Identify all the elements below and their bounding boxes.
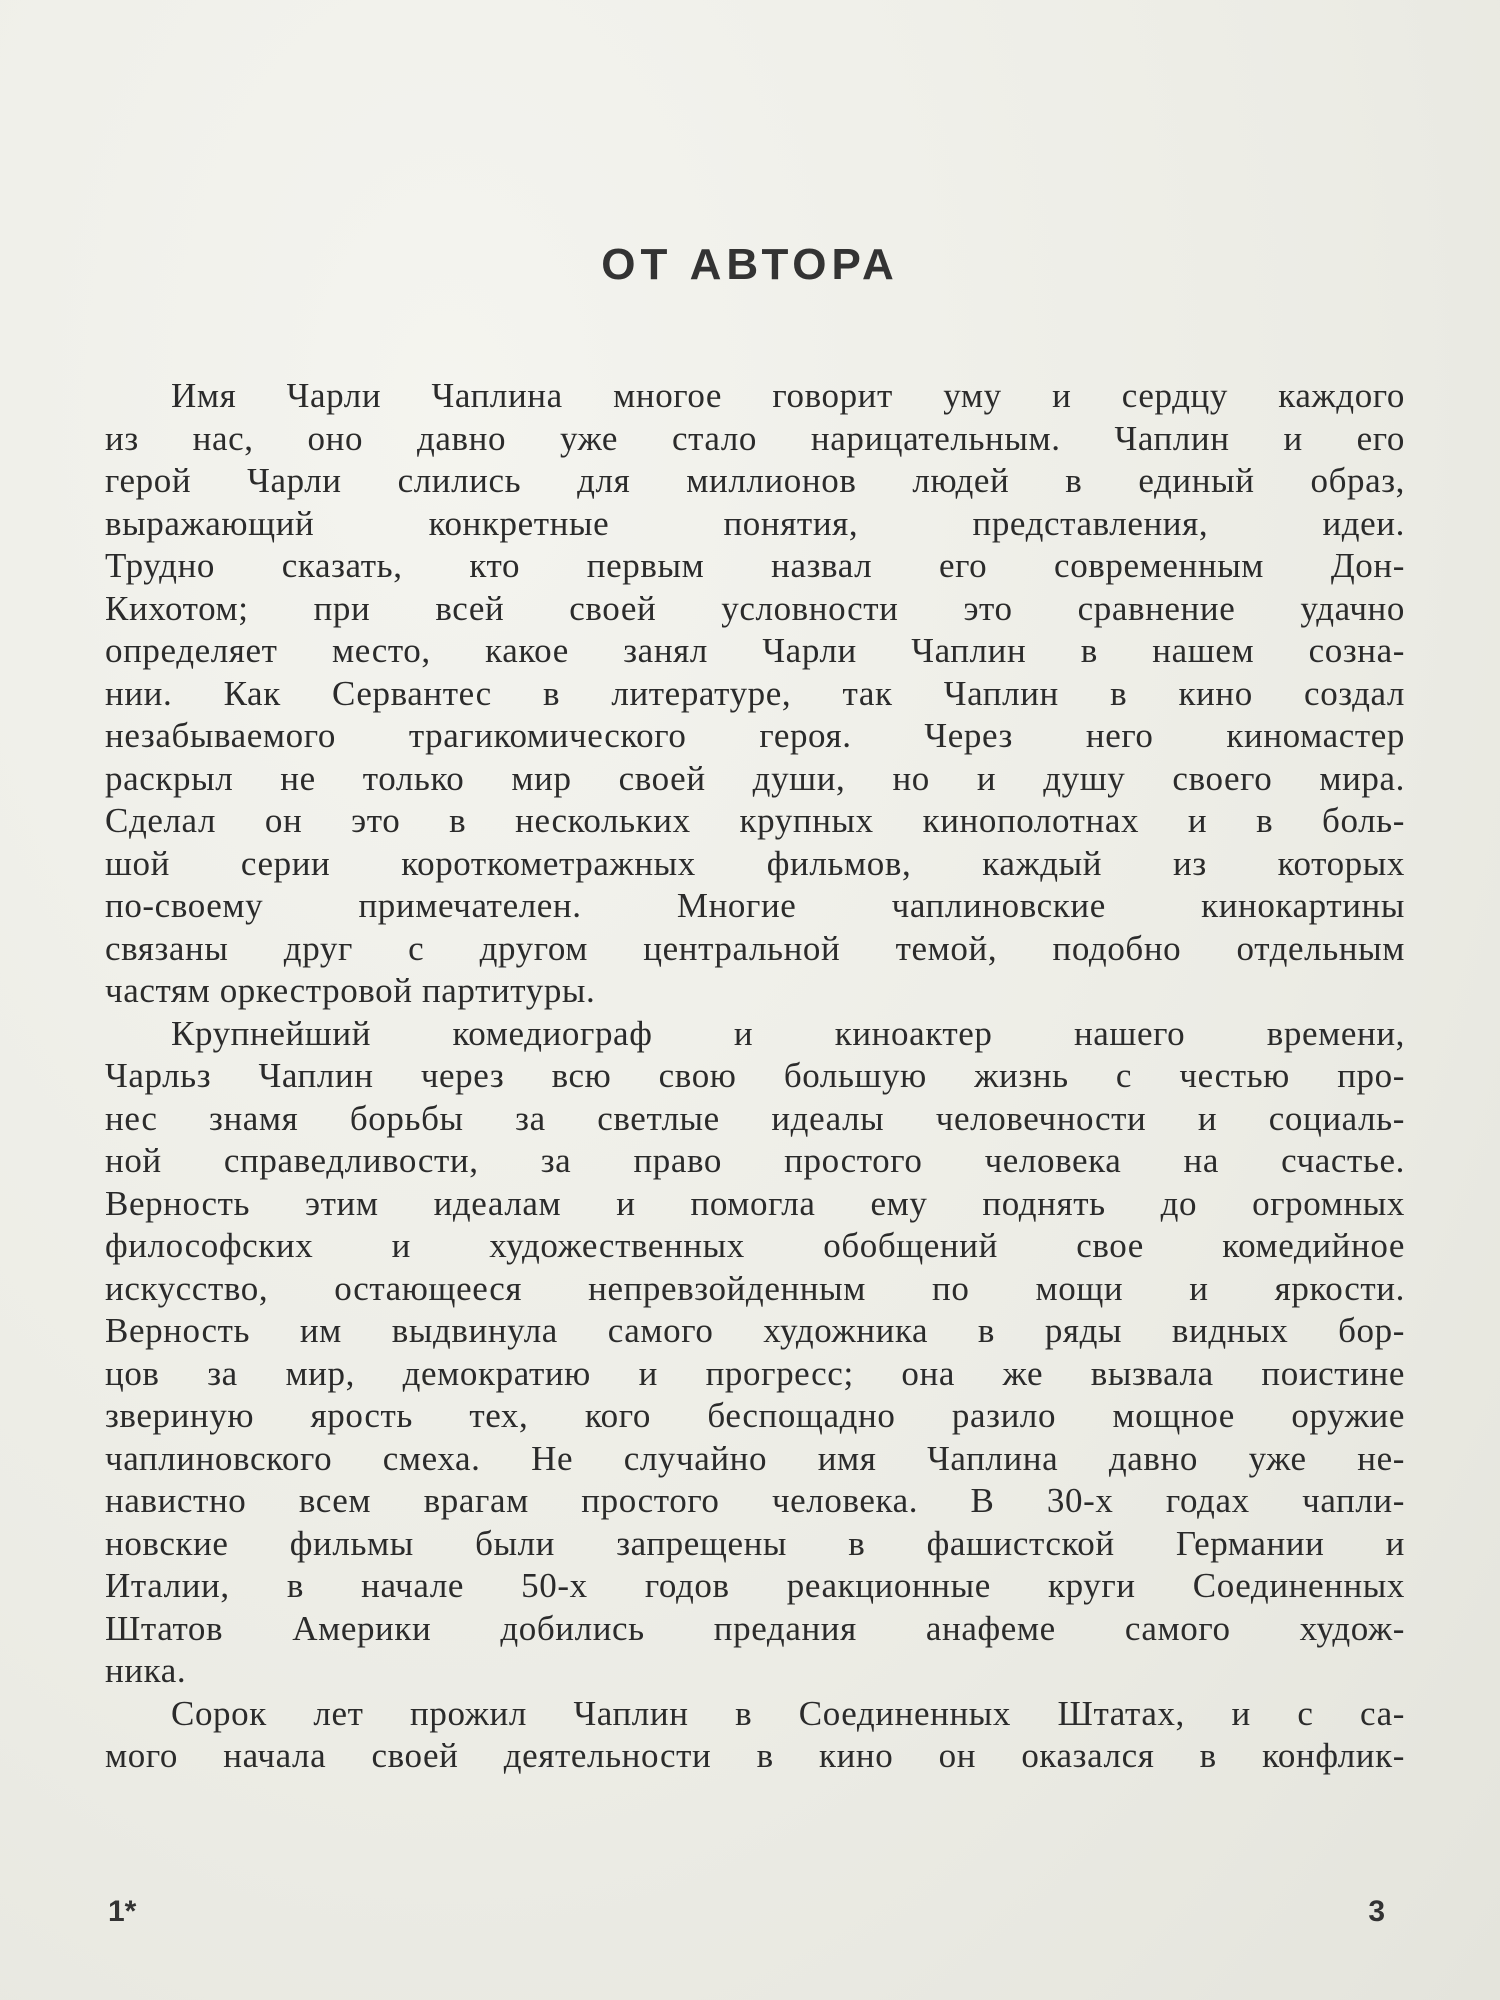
text-line: герой Чарли слились для миллионов людей в единый образ, <box>105 461 1405 500</box>
text-line: Италии, в начале 50-х годов реакционные круги Соединенных <box>105 1566 1405 1605</box>
text-line: Сорок лет прожил Чаплин в Соединенных Штатах, и с са- <box>171 1693 1405 1733</box>
text-line: связаны друг с другом центральной темой, подобно отдельным <box>105 928 1405 968</box>
text-line: Верность этим идеалам и помогла ему поднять до огромных <box>105 1183 1405 1223</box>
text-line: Чарльз Чаплин через всю свою большую жизнь с честью про- <box>105 1056 1405 1095</box>
text-line: Имя Чарли Чаплина многое говорит уму и сердцу каждого <box>171 376 1405 415</box>
text-line: нии. Как Сервантес в литературе, так Чаплин в кино создал <box>105 673 1405 713</box>
text-line: ника. <box>105 1651 187 1690</box>
text-line: Штатов Америки добились предания анафеме самого худож- <box>105 1608 1405 1648</box>
page-number: 3 <box>1368 1895 1385 1928</box>
text-line: выражающий конкретные понятия, представления, идеи. <box>105 503 1405 543</box>
text-line: Трудно сказать, кто первым назвал его современным Дон- <box>105 546 1405 585</box>
text-line: Крупнейший комедиограф и киноактер нашего времени, <box>171 1013 1405 1053</box>
text-line: частям оркестровой партитуры. <box>105 971 596 1010</box>
text-line: Верность им выдвинула самого художника в ряды видных бор- <box>105 1311 1405 1350</box>
body-text <box>105 375 1405 1778</box>
text-line: Сделал он это в нескольких крупных кинополотнах и в боль- <box>105 801 1405 840</box>
text-line: цов за мир, демократию и прогресс; она же вызвала поистине <box>105 1353 1405 1393</box>
page-heading: ОТ АВТОРА <box>601 240 899 289</box>
text-line: раскрыл не только мир своей души, но и душу своего мира. <box>105 758 1405 798</box>
text-line: по-своему примечателен. Многие чаплиновские кинокартины <box>105 886 1405 925</box>
text-line: новские фильмы были запрещены в фашистской Германии и <box>105 1523 1405 1563</box>
text-line: незабываемого трагикомического героя. Через него киномастер <box>105 716 1405 755</box>
text-line: Кихотом; при всей своей условности это сравнение удачно <box>105 588 1405 628</box>
text-line: из нас, оно давно уже стало нарицательным. Чаплин и его <box>105 418 1405 458</box>
signature-mark: 1* <box>108 1895 137 1928</box>
text-line: чаплиновского смеха. Не случайно имя Чаплина давно уже не- <box>105 1438 1405 1478</box>
text-line: звериную ярость тех, кого беспощадно разило мощное оружие <box>105 1396 1405 1435</box>
text-line: философских и художественных обобщений свое комедийное <box>105 1226 1405 1265</box>
text-line: шой серии короткометражных фильмов, каждый из которых <box>105 843 1405 883</box>
text-line: определяет место, какое занял Чарли Чаплин в нашем созна- <box>105 631 1405 670</box>
text-line: навистно всем врагам простого человека. В 30-х годах чапли- <box>105 1481 1405 1520</box>
text-line: ной справедливости, за право простого человека на счастье. <box>105 1141 1405 1180</box>
text-line: искусство, остающееся непревзойденным по мощи и яркости. <box>105 1268 1405 1308</box>
text-line: нес знамя борьбы за светлые идеалы человечности и социаль- <box>105 1098 1405 1138</box>
text-line: мого начала своей деятельности в кино он оказался в конфлик- <box>105 1736 1405 1775</box>
